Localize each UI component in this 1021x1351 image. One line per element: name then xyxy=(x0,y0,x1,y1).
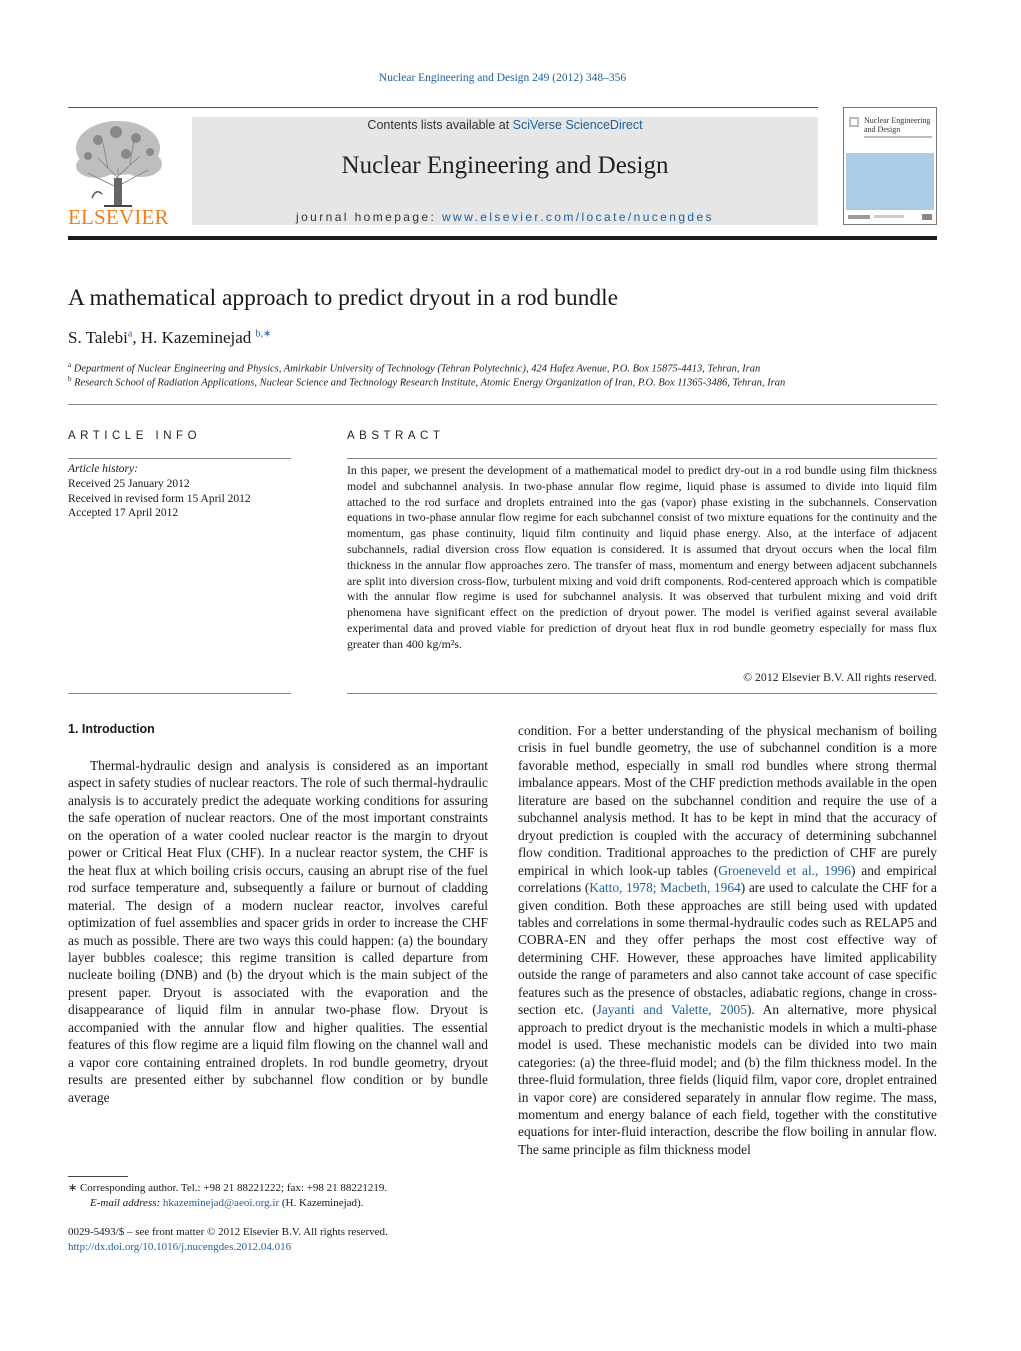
contents-prefix: Contents lists available at xyxy=(367,118,513,132)
article-info-rule xyxy=(68,458,291,459)
abstract-bottom-rule xyxy=(347,693,937,694)
corresponding-author-line: ∗ Corresponding author. Tel.: +98 21 88221222; fax: +98 21 88221219. xyxy=(68,1182,388,1194)
abstract-rule xyxy=(347,458,937,459)
received-date: Received 25 January 2012 xyxy=(68,477,190,490)
author-name: S. Talebi xyxy=(68,328,128,347)
email-suffix: (H. Kazeminejad). xyxy=(279,1197,364,1209)
elsevier-logo xyxy=(68,118,168,230)
email-line xyxy=(68,1196,488,1211)
author-affiliation-mark[interactable]: b,∗ xyxy=(255,328,272,340)
citation-link[interactable]: Jayanti and Valette, 2005 xyxy=(596,1002,747,1018)
affiliation-text: Research School of Radiation Applications, Nuclear Science and Technology Research Institute, Atomic Energy Organization of Iran, P.O. Box 11365-3486, Tehran, Iran xyxy=(74,377,786,389)
affiliation-mark: b xyxy=(68,375,72,383)
email-link[interactable]: hkazeminejad@aeoi.org.ir xyxy=(162,1197,280,1209)
contents-line xyxy=(192,118,818,132)
body-text: ) are used to calculate the CHF for a given condition. Both these approaches are still being used with updated tables and correlations in some thermal-hydraulic codes such as RELAP5 and COBRA-EN and they offer perhaps the most cost effective way of determining CHF. However, these approaches have limited applicability outside the range of parameters and also cannot take account of case specific features such as the presence of obstacles, adiabatic regions, change in cross-section etc. ( xyxy=(518,880,937,1018)
sciencedirect-link[interactable]: SciVerse ScienceDirect xyxy=(512,118,643,132)
citation-link[interactable]: Katto, 1978; Macbeth, 1964 xyxy=(589,880,741,896)
affiliation-mark: a xyxy=(68,361,72,369)
cover-logo-icon xyxy=(848,116,860,128)
footnote-rule xyxy=(68,1176,128,1177)
affiliation-rule xyxy=(68,404,937,405)
cover-blue-panel xyxy=(846,153,934,210)
doi-link[interactable]: http://dx.doi.org/10.1016/j.nucengdes.2012.04.016 xyxy=(68,1241,292,1253)
author-name: H. Kazeminejad xyxy=(140,328,252,347)
article-info-bottom-rule xyxy=(68,693,291,694)
cover-subtitle-bar xyxy=(864,136,932,139)
section-heading-introduction: 1. Introduction xyxy=(68,722,155,736)
body-text: ). An alternative, more physical approach to predict dryout is the mechanistic models in which a multi-phase model is used. These mechanistic models can be divided into two main categories: (a) the three-fluid model; and (b) the film thickness model. In the three-fluid formulation, three fields (liquid film, vapor core, droplet entrained in vapor core) are considered separately in annular flow regime. The mass, momentum and energy balance of each field, together with the constitutive equations for inter-fluid interaction, describe the flow boiling in annular flow. The same principle as film thickness model xyxy=(518,1002,937,1157)
cover-footer-bar xyxy=(848,212,934,222)
article-history xyxy=(68,462,290,521)
accepted-date: Accepted 17 April 2012 xyxy=(68,507,179,520)
masthead-rule xyxy=(68,236,937,240)
article-info-heading: ARTICLE INFO xyxy=(68,430,202,442)
citation-link[interactable]: Groeneveld et al., 1996 xyxy=(718,862,851,878)
body-column-left: Thermal-hydraulic design and analysis is considered as an important aspect in safety studies of nuclear reactors. The role of such thermal-hydraulic analysis is to accurately predict the adequate working conditions for assuring the safe operation of nuclear reactors. One of the most important constraints on the operation of a water cooled nuclear reactor is the margin to dryout power or Critical Heat Flux (CHF). In a nuclear reactor system, the CHF is the heat flux at which boiling crisis occurs, causing an abrupt rise of the fuel rod surface temperature and, subsequently a failure or burnout of cladding material. The design of a modern nuclear reactor, involves careful optimization of fuel assemblies and spacer grids in order to increase the CHF as much as possible. There are two ways this could happen: (a) the boundary layer bubbles coalesce; this regime transition is called departure from nucleate boiling (DNB) and (b) the dryout which is the main subject of the present paper. Dryout is associated with the evaporation and the disappearance of liquid film in annular two-phase flow. Dryout is accompanied with the annular flow and higher qualities. The essential features of this flow regime are a liquid film flowing on the channel wall and a vapor core containing entrained droplets. In rod bundle geometry, dryout results are presented either by subchannel flow condition or by bundle average xyxy=(68,758,488,1105)
issn-line: 0029-5493/$ – see front matter © 2012 Elsevier B.V. All rights reserved. xyxy=(68,1226,388,1238)
history-label: Article history: xyxy=(68,463,138,475)
cover-title: Nuclear Engineering and Design xyxy=(864,116,931,134)
elsevier-wordmark: ELSEVIER xyxy=(68,205,169,229)
revised-date: Received in revised form 15 April 2012 xyxy=(68,492,251,505)
header-rule xyxy=(68,107,818,108)
author-list: S. Talebi$^a$, H. Kazeminejad $^{b,∗}$ xyxy=(68,328,272,347)
journal-masthead xyxy=(192,117,818,225)
body-column-right xyxy=(518,722,937,1158)
corresponding-author-footnote xyxy=(68,1181,488,1211)
affiliation-a xyxy=(68,361,760,375)
abstract-heading: ABSTRACT xyxy=(347,430,445,442)
journal-cover-thumbnail[interactable] xyxy=(843,107,937,225)
affiliation-b xyxy=(68,375,785,389)
issn-block xyxy=(68,1225,488,1255)
copyright-notice: © 2012 Elsevier B.V. All rights reserved. xyxy=(743,670,937,684)
article-title: A mathematical approach to predict dryout in a rod bundle xyxy=(68,285,619,311)
homepage-prefix: journal homepage: xyxy=(296,210,442,224)
email-label: E-mail address: xyxy=(90,1197,163,1209)
elsevier-tree-icon xyxy=(68,118,168,210)
abstract-text: In this paper, we present the development of a mathematical model to predict dry-out in a rod bundle using film thickness model and subchannel analysis. In two-phase annular flow regime, liquid phase is assumed to divide into liquid film attached to the rod surface and droplets entrained into the gas (vapor) phase existing in the subchannels. Conservation equations in two-phase annular flow regime for each subchannel consist of two mixture equations for the continuity and the momentum, gas phase continuity, liquid film continuity and liquid phase energy. Also, at the interface of adjacent subchannels, radial diversion cross flow equation is considered. It is assumed that dryout occurs when the local film thickness in the annular flow approaches zero. The transfer of mass, momentum and energy between adjacent subchannels are split into diversion cross-flow, turbulent mixing and void drift components. Rod-centered approach which is compatible with the annular flow regime is used for subchannel analysis. It was observed that turbulent mixing and void drift phenomena have significant effect on the prediction of dryout power. The model is verified against several available experimental data and proved viable for prediction of dryout heat flux in rod bundle geometry especially for mass flux greater than 400 kg/m²s. xyxy=(347,463,937,651)
journal-title: Nuclear Engineering and Design xyxy=(341,152,669,179)
homepage-link[interactable]: www.elsevier.com/locate/nucengdes xyxy=(441,210,714,224)
body-text: condition. For a better understanding of the physical mechanism of boiling crisis in fuel bundle geometry, the use of subchannel condition is a more favorable method, especially in small rod bundles where strong thermal imbalance appears. Most of the CHF prediction methods available in the open literature are based on the subchannel condition and require the use of a subchannel analysis method. It has to be kept in mind that the accuracy of dryout prediction is coupled with the accuracy of determining subchannel flow condition. Traditional approaches to the prediction of CHF are purely empirical in which look-up tables ( xyxy=(518,723,937,878)
homepage-line xyxy=(192,210,818,224)
journal-citation[interactable]: Nuclear Engineering and Design 249 (2012) 348–356 xyxy=(378,72,627,84)
affiliation-text: Department of Nuclear Engineering and Physics, Amirkabir University of Technology (Tehran Polytechnic), 424 Hafez Avenue, P.O. Box 15875-4413, Tehran, Iran xyxy=(73,363,761,375)
author-affiliation-mark[interactable]: a xyxy=(127,328,133,340)
body-text: ) and empirical correlations ( xyxy=(518,862,938,896)
